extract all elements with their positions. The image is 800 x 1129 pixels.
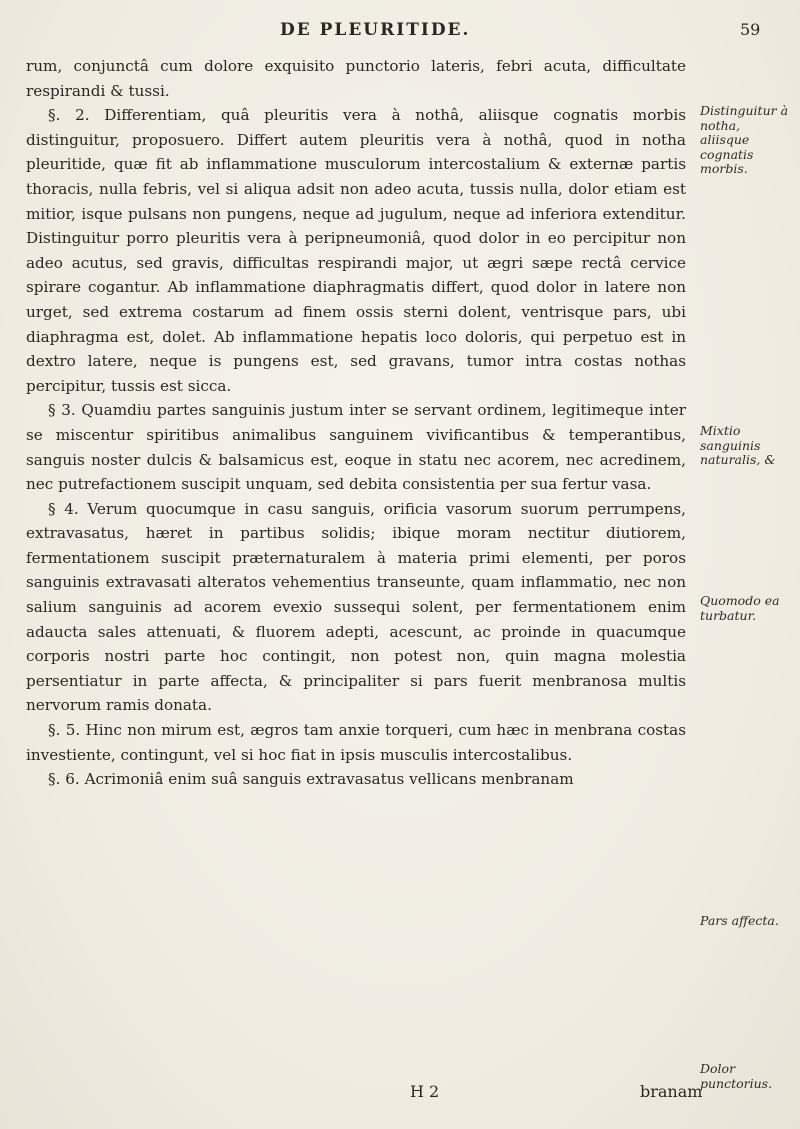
page-footer [0, 1082, 800, 1106]
paragraph-section-5: §. 5. Hinc non mirum est, ægros tam anxie torqueri, cum hæc in menbrana costas investiente, contingunt, vel si hoc fiat in ipsis musculis intercostalibus. [26, 721, 686, 764]
margin-note-distinctio: Distinguitur à notha, aliisque cognatis morbis. [700, 103, 789, 176]
paragraph-section-2: §. 2. Differentiam, quâ pleuritis vera à nothâ, aliisque cognatis morbis distinguitur, proposuero. Differt autem pleuritis vera à nothâ, quod in notha pleuritide, quæ fit ab inflammatione musculorum intercostalium & externæ partis thoracis, nulla febris, vel si aliqua adsit non adeo acuta, tussis nulla, dolor etiam est mitior, isque pulsans non pungens, neque ad jugulum, neque ad inferiora extenditur. Distinguitur porro pleuritis vera à peripneumoniâ, quod dolor in eo percipitur non adeo acutus, sed gravis, difficultas respirandi major, ut ægri sæpe rectâ cervice spirare cogantur. Ab inflammatione diaphragmatis differt, quod dolor in latere non urget, sed extrema costarum ad finem ossis sterni dolent, ventrisque pars, ubi diaphragma est, dolet. Ab inflammatione hepatis loco doloris, qui perpetuo est in dextro latere, neque is pungens est, sed gravans, tumor intra costas nothas percipitur, tussis est sicca. [26, 106, 686, 395]
paragraph-continuation: rum, conjunctâ cum dolore exquisito punctorio lateris, febri acuta, difficultate respirandi & tussi. [26, 57, 686, 100]
body-text [26, 54, 686, 792]
page-number: 59 [740, 20, 761, 39]
margin-note-mixtio: Mixtio sanguinis naturalis, & [700, 423, 776, 467]
catchword: branam [640, 1082, 703, 1101]
margin-note-pars-affecta: Pars affecta. [700, 913, 779, 928]
running-head [0, 20, 800, 48]
running-title: DE PLEURITIDE. [280, 20, 471, 40]
paragraph-section-4: § 4. Verum quocumque in casu sanguis, orificia vasorum suorum perrumpens, extravasatus, hæret in partibus solidis; ibique moram nectitur diutiorem, fermentationem suscipit præternaturalem à materia primi elementi, per poros sanguinis extravasati alteratos vehementius transeunte, quam inflammatio, nec non salium sanguinis ad acorem evexio sussequi solent, per fermentationem enim adaucta sales attenuati, & fluorem adepti, acescunt, ac proinde in quacumque corporis nostri parte hoc contingit, non potest non, quin magna molestia persentiatur in parte affecta, & principaliter si pars fuerit menbranosa multis nervorum ramis donata. [26, 499, 686, 715]
paragraph-section-6: §. 6. Acrimoniâ enim suâ sanguis extravasatus vellicans menbranam [48, 770, 574, 789]
paragraph-section-3: § 3. Quamdiu partes sanguinis justum inter se servant ordinem, legitimeque inter se miscentur spiritibus animalibus sanguinem vivificantibus & temperantibus, sanguis noster dulcis & balsamicus est, eoque in statu nec acorem, nec acredinem, nec putrefactionem suscipit unquam, sed debita consistentia per sua fertur vasa. [26, 401, 686, 494]
margin-note-quomodo: Quomodo ea turbatur. [700, 593, 780, 623]
signature-mark: H 2 [410, 1082, 440, 1101]
margin-note-dolor: Dolor punctorius. [700, 1061, 773, 1091]
